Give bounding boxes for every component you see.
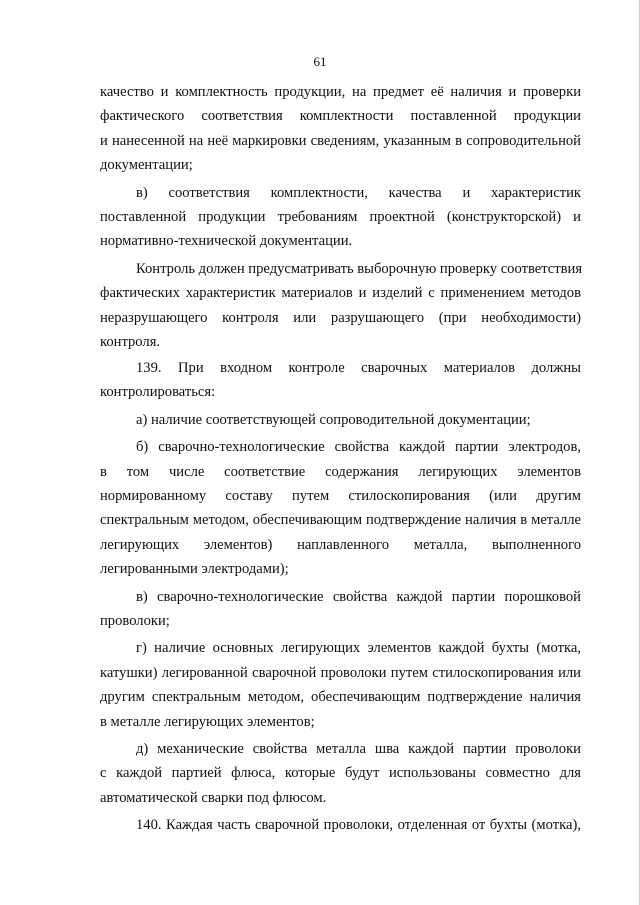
paragraph-139 — [100, 356, 581, 380]
paragraph-item-v-cont — [100, 205, 581, 254]
text-line: фактического соответствия комплектности поставленной продукции — [100, 108, 581, 125]
paragraph-item-d — [100, 737, 581, 761]
text-line: с каждой партией флюса, которые будут использованы совместно для — [100, 765, 581, 782]
paragraph-item-v2 — [100, 585, 581, 609]
text-line: и нанесенной на неё маркировки сведениям, указанным в сопроводительной — [100, 132, 581, 149]
text-line: 139. При входном контроле сварочных материалов должны — [136, 359, 581, 376]
text-line: качество и комплектность продукции, на предмет её наличия и проверки — [100, 84, 581, 100]
paragraph-item-v2-cont — [100, 609, 581, 633]
text-line: контролироваться: — [100, 384, 216, 401]
paragraph-control-cont — [100, 281, 581, 354]
paragraph-control — [100, 257, 581, 281]
text-line: нормированному составу путем стилоскопирования (или другим — [100, 488, 581, 504]
text-line: неразрушающего контроля или разрушающего (при необходимости) — [100, 309, 581, 326]
text-line: б) сварочно-технологические свойства каждой партии электродов, — [136, 439, 581, 456]
text-line: спектральным методом, обеспечивающим подтверждение наличия в металле — [100, 512, 581, 529]
text-line: автоматической сварки под флюсом. — [100, 789, 327, 806]
paragraph-item-d-cont — [100, 761, 581, 810]
text-line: г) наличие основных легирующих элементов каждой бухты (мотка, — [136, 640, 581, 657]
text-line: контроля. — [100, 334, 161, 351]
text-line: фактических характеристик материалов и изделий с применением методов — [100, 285, 581, 302]
text-line: легированными электродами); — [100, 561, 289, 578]
text-line: 140. Каждая часть сварочной проволоки, отделенная от бухты (мотка), — [136, 817, 581, 834]
paragraph-139-cont — [100, 380, 581, 404]
paragraph-140 — [100, 813, 581, 837]
text-line: а) наличие соответствующей сопроводительной документации; — [136, 411, 531, 428]
text-line: легирующих элементов) наплавленного металла, выполненного — [100, 536, 581, 553]
text-line: нормативно-технической документации. — [100, 233, 353, 250]
text-line: в металле легирующих элементов; — [100, 713, 315, 730]
text-line: документации; — [100, 157, 193, 174]
paragraph-intro-continuation — [100, 80, 581, 178]
paragraph-item-g-cont — [100, 661, 581, 734]
text-line: катушки) легированной сварочной проволоки путем стилоскопирования или — [100, 664, 581, 681]
text-line: в) соответствия комплектности, качества и характеристик — [136, 184, 581, 201]
text-line: поставленной продукции требованиям проектной (конструкторской) и — [100, 209, 581, 226]
text-line: другим спектральным методом, обеспечивающим подтверждение наличия — [100, 689, 581, 706]
text-line: проволоки; — [100, 613, 170, 630]
paragraph-item-a — [100, 408, 581, 432]
page-number: 61 — [313, 54, 327, 69]
text-line: в том числе соответствие содержания легирующих элементов — [100, 463, 581, 480]
text-line: в) сварочно-технологические свойства каждой партии порошковой — [136, 588, 581, 605]
paragraph-item-v — [100, 181, 581, 205]
text-line: д) механические свойства металла шва каждой партии проволоки — [136, 741, 581, 758]
paragraph-item-b-cont — [100, 460, 581, 582]
text-line: Контроль должен предусматривать выборочную проверку соответствия — [136, 260, 583, 277]
paragraph-item-b — [100, 435, 581, 459]
document-body — [100, 80, 581, 838]
paragraph-item-g — [100, 636, 581, 660]
